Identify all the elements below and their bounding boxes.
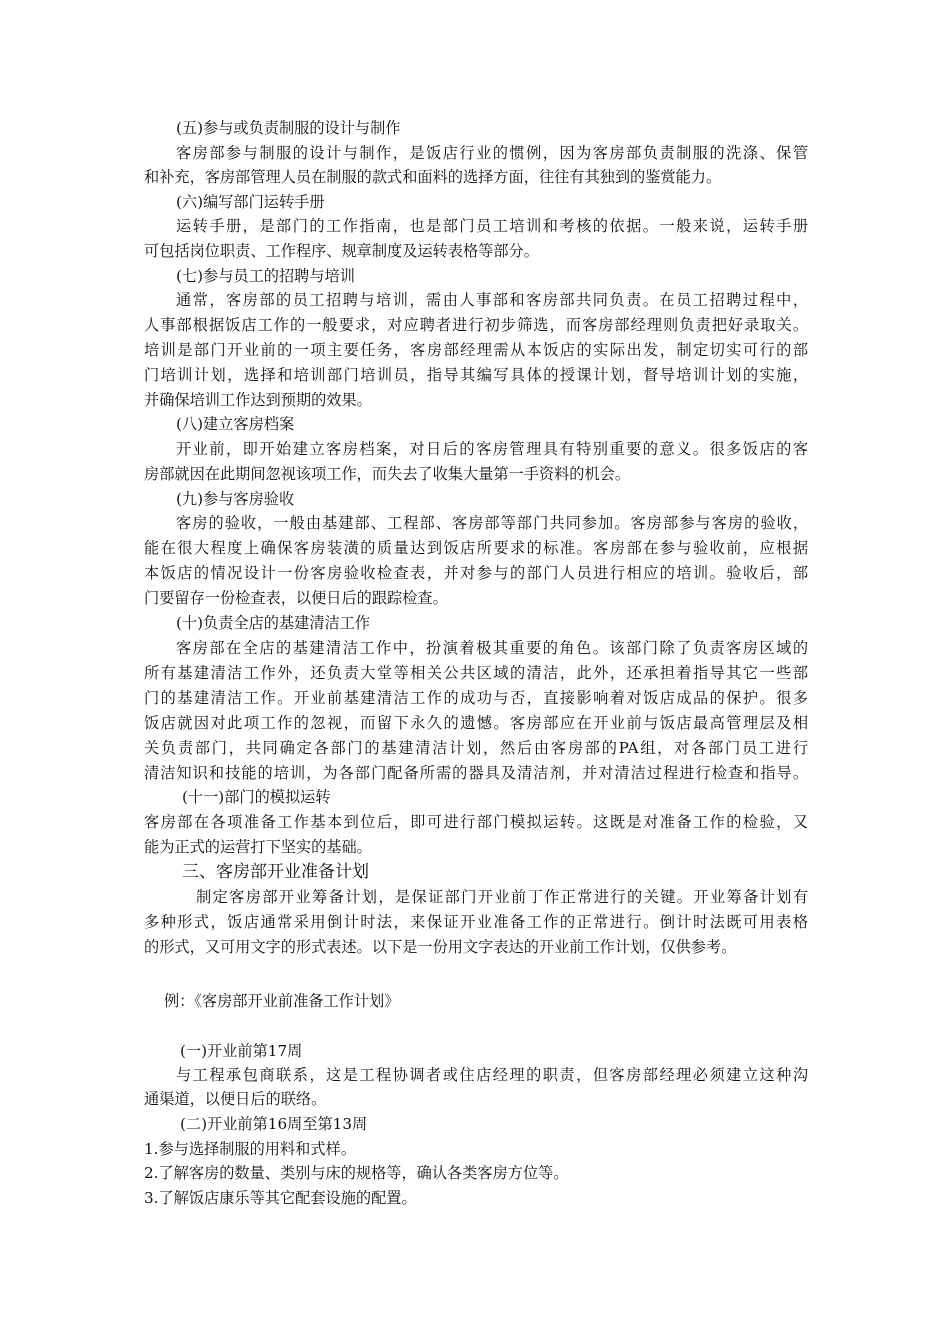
- paragraph-line: 门培训计划，选择和培训部门培训员，指导其编写具体的授课计划，督导培训计划的实施，: [144, 366, 808, 384]
- paragraph-line: 客房部在全店的基建清洁工作中，扮演着极其重要的角色。该部门除了负责客房区域的: [176, 639, 808, 657]
- section-heading: (五)参与或负责制服的设计与制作: [176, 119, 401, 137]
- paragraph-line: 能为正式的运营打下坚实的基础。: [144, 838, 372, 856]
- paragraph-line: 本饭店的情况设计一份客房验收检查表，并对参与的部门人员进行相应的培训。验收后，部: [144, 564, 808, 582]
- section-heading: (六)编写部门运转手册: [176, 193, 325, 211]
- paragraph-line: 培训是部门开业前的一项主要任务，客房部经理需从本饭店的实际出发，制定切实可行的部: [144, 341, 808, 359]
- paragraph-line: 与工程承包商联系，这是工程协调者或住店经理的职责，但客房部经理必须建立这种沟: [176, 1066, 808, 1084]
- list-item: 1.参与选择制服的用料和式样。: [144, 1140, 356, 1158]
- subsection-heading: (二)开业前第16周至第13周: [180, 1115, 368, 1133]
- paragraph-line: 并确保培训工作达到预期的效果。: [144, 391, 372, 409]
- section-heading: (八)建立客房档案: [176, 415, 295, 433]
- section-heading: (十)负责全店的基建清洁工作: [176, 614, 371, 632]
- paragraph-line: 人事部根据饭店工作的一般要求，对应聘者进行初步筛选，而客房部经理则负责把好录取关。: [144, 316, 808, 334]
- paragraph-line: 开业前，即开始建立客房档案，对日后的客房管理具有特别重要的意义。很多饭店的客: [176, 440, 808, 458]
- subsection-heading: (一)开业前第17周: [180, 1042, 303, 1060]
- example-title: 例：《客房部开业前准备工作计划》: [164, 992, 400, 1010]
- paragraph-line: 客房部参与制服的设计与制作，是饭店行业的惯例，因为客房部负责制服的洗涤、保管: [176, 144, 808, 162]
- paragraph-line: 清洁知识和技能的培训，为各部门配备所需的器具及清洁剂，并对清洁过程进行检查和指导。: [144, 764, 808, 782]
- section-heading: (十一)部门的模拟运转: [182, 788, 331, 806]
- paragraph-line: 所有基建清洁工作外，还负责大堂等相关公共区域的清洁，此外，还承担着指导其它一些部: [144, 664, 808, 682]
- paragraph-line: 运转手册，是部门的工作指南，也是部门员工培训和考核的依据。一般来说，运转手册: [176, 217, 808, 235]
- section-heading: (九)参与客房验收: [176, 490, 295, 508]
- paragraph-line: 客房的验收，一般由基建部、工程部、客房部等部门共同参加。客房部参与客房的验收，: [176, 514, 808, 532]
- paragraph-line: 房部就因在此期间忽视该项工作，而失去了收集大量第一手资料的机会。: [144, 465, 630, 483]
- section-heading: (七)参与员工的招聘与培训: [176, 267, 355, 285]
- section-title: 三、客房部开业准备计划: [182, 862, 369, 882]
- paragraph-line: 通常，客房部的员工招聘与培训，需由人事部和客房部共同负责。在员工招聘过程中，: [176, 291, 808, 309]
- paragraph-line: 关负责部门，共同确定各部门的基建清洁计划，然后由客房部的PA组，对各部门员工进行: [144, 739, 808, 757]
- paragraph-line: 饭店就因对此项工作的忽视，而留下永久的遗憾。客房部应在开业前与饭店最高管理层及相: [144, 714, 808, 732]
- paragraph-line: 通渠道，以便日后的联络。: [144, 1090, 327, 1108]
- paragraph-line: 制定客房部开业筹备计划，是保证部门开业前丁作正常进行的关键。开业筹备计划有: [196, 888, 808, 906]
- paragraph-line: 门要留存一份检查表，以便日后的跟踪检查。: [144, 589, 448, 607]
- list-item: 3.了解饭店康乐等其它配套设施的配置。: [144, 1189, 417, 1207]
- paragraph-line: 的形式，又可用文字的形式表述。以下是一份用文字表达的开业前工作计划，仅供参考。: [144, 938, 737, 956]
- paragraph-line: 门的基建清洁工作。开业前基建清洁工作的成功与否，直接影响着对饭店成品的保护。很多: [144, 689, 808, 707]
- paragraph-line: 客房部在各项准备工作基本到位后，即可进行部门模拟运转。这既是对准备工作的检验，又: [144, 813, 808, 831]
- paragraph-line: 多种形式，饭店通常采用倒计时法，来保证开业准备工作的正常进行。倒计时法既可用表格: [144, 913, 808, 931]
- paragraph-line: 和补充，客房部管理人员在制服的款式和面料的选择方面，往往有其独到的鉴赏能力。: [144, 168, 722, 186]
- paragraph-line: 能在很大程度上确保客房装潢的质量达到饭店所要求的标准。客房部在参与验收前，应根据: [144, 539, 808, 557]
- paragraph-line: 可包括岗位职责、工作程序、规章制度及运转表格等部分。: [144, 242, 539, 260]
- list-item: 2.了解客房的数量、类别与床的规格等，确认各类客房方位等。: [144, 1164, 569, 1182]
